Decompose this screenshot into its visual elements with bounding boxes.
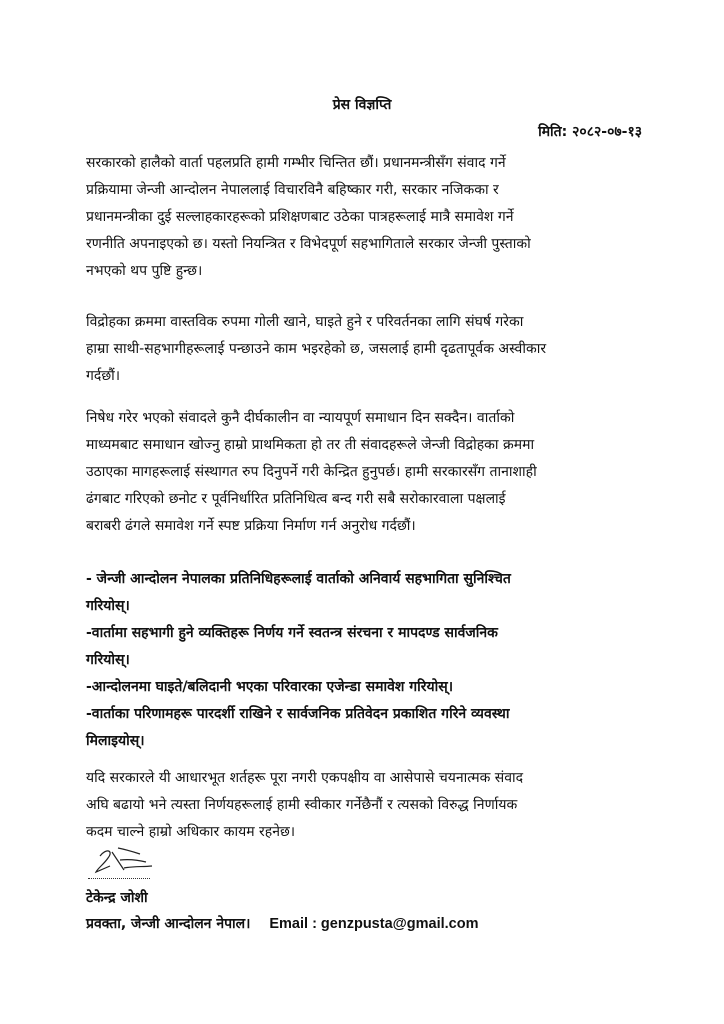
paragraph-line: रणनीति अपनाइएको छ। यस्तो नियन्त्रित र विभेदपूर्ण सहभागिताले सरकार जेन्जी पुस्ताको	[86, 236, 531, 252]
demands-list	[86, 566, 652, 755]
paragraph-line: कदम चाल्ने हाम्रो अधिकार कायम रहनेछ।	[86, 824, 296, 840]
paragraph-line: विद्रोहका क्रममा वास्तविक रुपमा गोली खाने, घाइते हुने र परिवर्तनका लागि संघर्ष गरेका	[86, 314, 524, 330]
paragraph-line: प्रक्रियामा जेन्जी आन्दोलन नेपाललाई विचारविनै बहिष्कार गरी, सरकार नजिकका र	[86, 182, 499, 198]
signer-title: प्रवक्ता, जेन्जी आन्दोलन नेपाल।	[86, 916, 251, 932]
signer-name: टेकेन्द्र जोशी	[86, 890, 148, 906]
paragraph-2	[86, 309, 652, 390]
document-title: प्रेस विज्ञप्ति	[332, 97, 392, 113]
signature-line	[88, 868, 150, 879]
demand-line: गरियोस्।	[86, 598, 130, 614]
paragraph-line: सरकारको हालैको वार्ता पहलप्रति हामी गम्भीर चिन्तित छौं। प्रधानमन्त्रीसँग संवाद गर्ने	[86, 155, 506, 171]
demand-line: -आन्दोलनमा घाइते/बलिदानी भएका परिवारका एजेन्डा समावेश गरियोस्।	[86, 679, 453, 695]
signer-role	[86, 914, 478, 933]
paragraph-line: अघि बढायो भने त्यस्ता निर्णयहरूलाई हामी स्वीकार गर्नेछैनौं र त्यसको विरुद्ध निर्णायक	[86, 797, 518, 813]
document-date: मिति: २०८२-०७-१३	[538, 124, 642, 140]
paragraph-line: यदि सरकारले यी आधारभूत शर्तहरू पूरा नगरी एकपक्षीय वा आसेपासे चयनात्मक संवाद	[86, 770, 524, 786]
demand-line: - जेन्जी आन्दोलन नेपालका प्रतिनिधिहरूलाई वार्ताको अनिवार्य सहभागिता सुनिश्चित	[86, 571, 511, 587]
paragraph-line: गर्दछौं।	[86, 368, 121, 384]
paragraph-line: ढंगबाट गरिएको छनोट र पूर्वनिर्धारित प्रतिनिधित्व बन्द गरी सबै सरोकारवाला पक्षलाई	[86, 491, 506, 507]
closing-paragraph	[86, 765, 652, 846]
contact-email[interactable]: Email : genzpusta@gmail.com	[269, 916, 479, 932]
paragraph-line: उठाएका मागहरूलाई संस्थागत रुप दिनुपर्ने गरी केन्द्रित हुनुपर्छ। हामी सरकारसँग तानाशाही	[86, 464, 537, 480]
demand-line: गरियोस्।	[86, 652, 130, 668]
paragraph-1	[86, 150, 652, 285]
paragraph-line: हाम्रा साथी-सहभागीहरूलाई पन्छाउने काम भइरहेको छ, जसलाई हामी दृढतापूर्वक अस्वीकार	[86, 341, 547, 357]
paragraph-line: माध्यमबाट समाधान खोज्नु हाम्रो प्राथमिकता हो तर ती संवादहरूले जेन्जी विद्रोहका क्रममा	[86, 437, 535, 453]
paragraph-line: निषेध गरेर भएको संवादले कुनै दीर्घकालीन वा न्यायपूर्ण समाधान दिन सक्दैन। वार्ताको	[86, 410, 515, 426]
demand-line: -वार्तामा सहभागी हुने व्यक्तिहरू निर्णय गर्ने स्वतन्त्र संरचना र मापदण्ड सार्वजनिक	[86, 625, 498, 641]
paragraph-3	[86, 405, 652, 540]
paragraph-line: नभएको थप पुष्टि हुन्छ।	[86, 263, 203, 279]
demand-line: -वार्ताका परिणामहरू पारदर्शी राखिने र सार्वजनिक प्रतिवेदन प्रकाशित गरिने व्यवस्था	[86, 706, 510, 722]
paragraph-line: प्रधानमन्त्रीका दुई सल्लाहकारहरूको प्रशिक्षणबाट उठेका पात्रहरूलाई मात्रै समावेश गर्ने	[86, 209, 514, 225]
paragraph-line: बराबरी ढंगले समावेश गर्ने स्पष्ट प्रक्रिया निर्माण गर्न अनुरोध गर्दछौं।	[86, 518, 416, 534]
demand-line: मिलाइयोस्।	[86, 733, 145, 749]
